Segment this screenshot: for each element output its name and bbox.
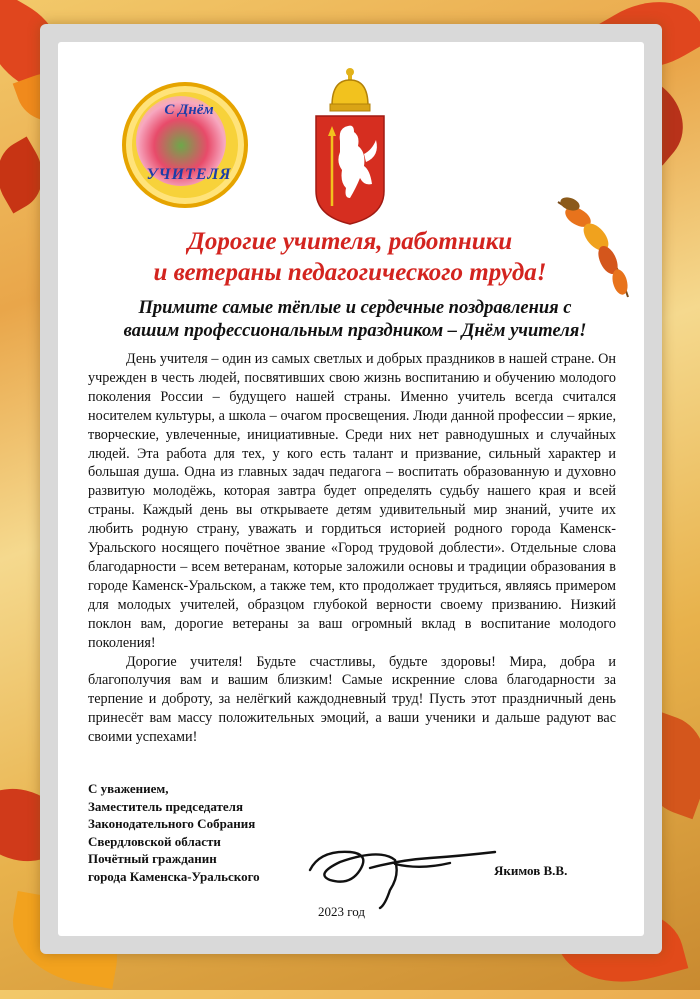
subtitle-line: вашим профессиональным праздником – Днём учителя! [123,321,587,341]
signer-name: Якимов В.В. [494,863,568,878]
title-line: Дорогие учителя, работники [187,228,513,255]
signature-line: города Каменска-Уральского [88,868,260,884]
body-paragraph: Дорогие учителя! Будьте счастливы, будьте здоровы! Мира, добра и благополучия вам и вашим близким! Самые искренние слова благодарности за терпение и доброту, за нелёгкий каждодневный труд! Пусть этот праздничный день принесёт вам массу положительных эмоций, а ваши ученики и дальше радуют вас своими успехами! [88,653,616,746]
greeting-title [90,226,610,288]
letter-body [88,350,616,747]
coat-of-arms-icon [310,66,390,226]
signature-line: С уважением, [88,781,169,796]
signature-line: Почётный гражданин [88,851,217,866]
teachers-day-badge [122,82,248,208]
body-paragraph: День учителя – один из самых светлых и добрых праздников в нашей стране. Он учрежден в честь людей, посвятивших свою жизнь воспитанию и обучению молодого поколения России – будущего нашей страны. Именно учитель всегда считался носителем культуры, а школа – очагом просвещения. Люди данной профессии – яркие, творческие, увлеченные, инициативные. Среди них нет равнодушных и случайных людей. Эта работа для тех, у кого есть талант и призвание, сильный характер и большая душа. Одна из главных задач педагога – воспитать образованную и духовно развитую молодёжь, которая завтра будет определять судьбу нашего края и всей страны. Каждый день вы открываете детям удивительный мир знаний, учите их любить родную страну, уважать и гордиться историей родного города Каменск-Уральского носящего почётное звание «Город трудовой доблести». Отдельные слова благодарности – всем ветеранам, которые заложили основы и традиции образования в городе Каменск-Уральском, а также тем, кто продолжает трудиться, являясь примером для молодых учителей, образцом глубокой верности своему призванию. Низкий поклон вам, дорогие ветераны за ваш огромный вклад в воспитание молодого поколения! [88,351,616,651]
title-line: и ветераны педагогического труда! [153,259,547,286]
signature-block [88,780,318,885]
year-label: 2023 год [318,904,365,919]
badge-top-text: С Днём [164,102,214,118]
subtitle-line: Примите самые тёплые и сердечные поздравления с [138,298,572,318]
signature-line: Заместитель председателя [88,798,244,814]
handwritten-signature [300,830,500,910]
signature-line: Законодательного Собрания [88,816,256,831]
signature-line: Свердловской области [88,833,221,849]
badge-bottom-text: УЧИТЕЛЯ [146,166,232,183]
greeting-subtitle [80,297,630,343]
